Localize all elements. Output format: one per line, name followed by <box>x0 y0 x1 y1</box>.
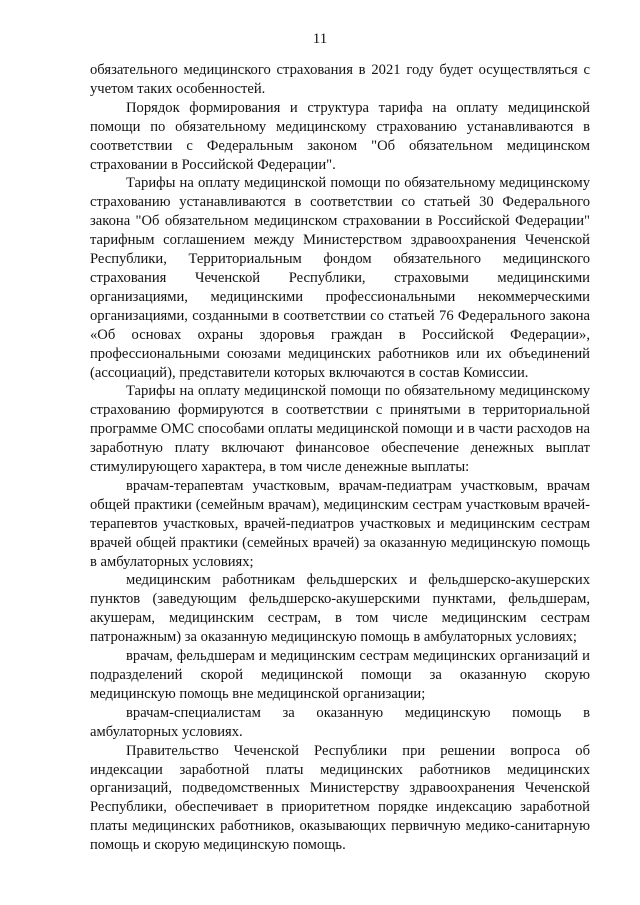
paragraph-tariff-formation: Тарифы на оплату медицинской помощи по обязательному медицинскому страхованию формируются в соответствии с принятыми в территориальной программе ОМС способами оплаты медицинской помощи и в части расходов на заработную плату включают финансовое обеспечение денежных выплат стимулирующего характера, в том числе денежные выплаты: <box>90 383 590 476</box>
document-body <box>90 61 590 855</box>
paragraph-continuation: обязательного медицинского страхования в 2021 году будет осуществляться с учетом таких особенностей. <box>90 62 590 97</box>
paragraph-payment-feldsher-points: медицинским работникам фельдшерских и фельдшерско-акушерских пунктов (заведующим фельдшерско-акушерскими пунктами, фельдшерам, акушерам, медицинским сестрам, в том числе медицинским сестрам патронажным) за оказанную медицинскую помощь в амбулаторных условиях; <box>90 572 590 646</box>
paragraph-tariff-structure: Порядок формирования и структура тарифа на оплату медицинской помощи по обязательному медицинскому страхованию устанавливаются в соответствии с Федеральным законом "Об обязательном медицинском страховании в Российской Федерации". <box>90 99 590 173</box>
paragraph-tariff-agreement: Тарифы на оплату медицинской помощи по обязательному медицинскому страхованию устанавливаются в соответствии со статьей 30 Федерального закона "Об обязательном медицинском страховании в Российской Федерации" тарифным соглашением между Министерством здравоохранения Чеченской Республики, Территориальным фондом обязательного медицинского страхования Чеченской Республики, страховыми медицинскими организациями, медицинскими профессиональными некоммерческими организациями, созданными в соответствии со статьей 76 Федерального закона «Об основах охраны здоровья граждан в Российской Федерации», профессиональными союзами медицинских работников или их объединений (ассоциаций), представители которых включаются в состав Комиссии. <box>90 175 590 381</box>
paragraph-payment-therapists: врачам-терапевтам участковым, врачам-педиатрам участковым, врачам общей практики (семейным врачам), медицинским сестрам участковым врачей-терапевтов участковых, врачей-педиатров участковых и медицинским сестрам врачей общей практики (семейных врачей) за оказанную медицинскую помощь в амбулаторных условиях; <box>90 477 590 570</box>
paragraph-government-indexation: Правительство Чеченской Республики при решении вопроса об индексации заработной платы медицинских работников медицинских организаций, подведомственных Министерству здравоохранения Чеченской Республики, обеспечивает в приоритетном порядке индексацию заработной платы медицинских работников, оказывающих первичную медико-санитарную помощь и скорую медицинскую помощь. <box>90 742 590 854</box>
page-number: 11 <box>312 31 328 47</box>
paragraph-payment-specialists: врачам-специалистам за оказанную медицинскую помощь в амбулаторных условиях. <box>90 704 590 740</box>
paragraph-payment-emergency: врачам, фельдшерам и медицинским сестрам медицинских организаций и подразделений скорой медицинской помощи за оказанную скорую медицинскую помощь вне медицинской организации; <box>90 648 590 702</box>
